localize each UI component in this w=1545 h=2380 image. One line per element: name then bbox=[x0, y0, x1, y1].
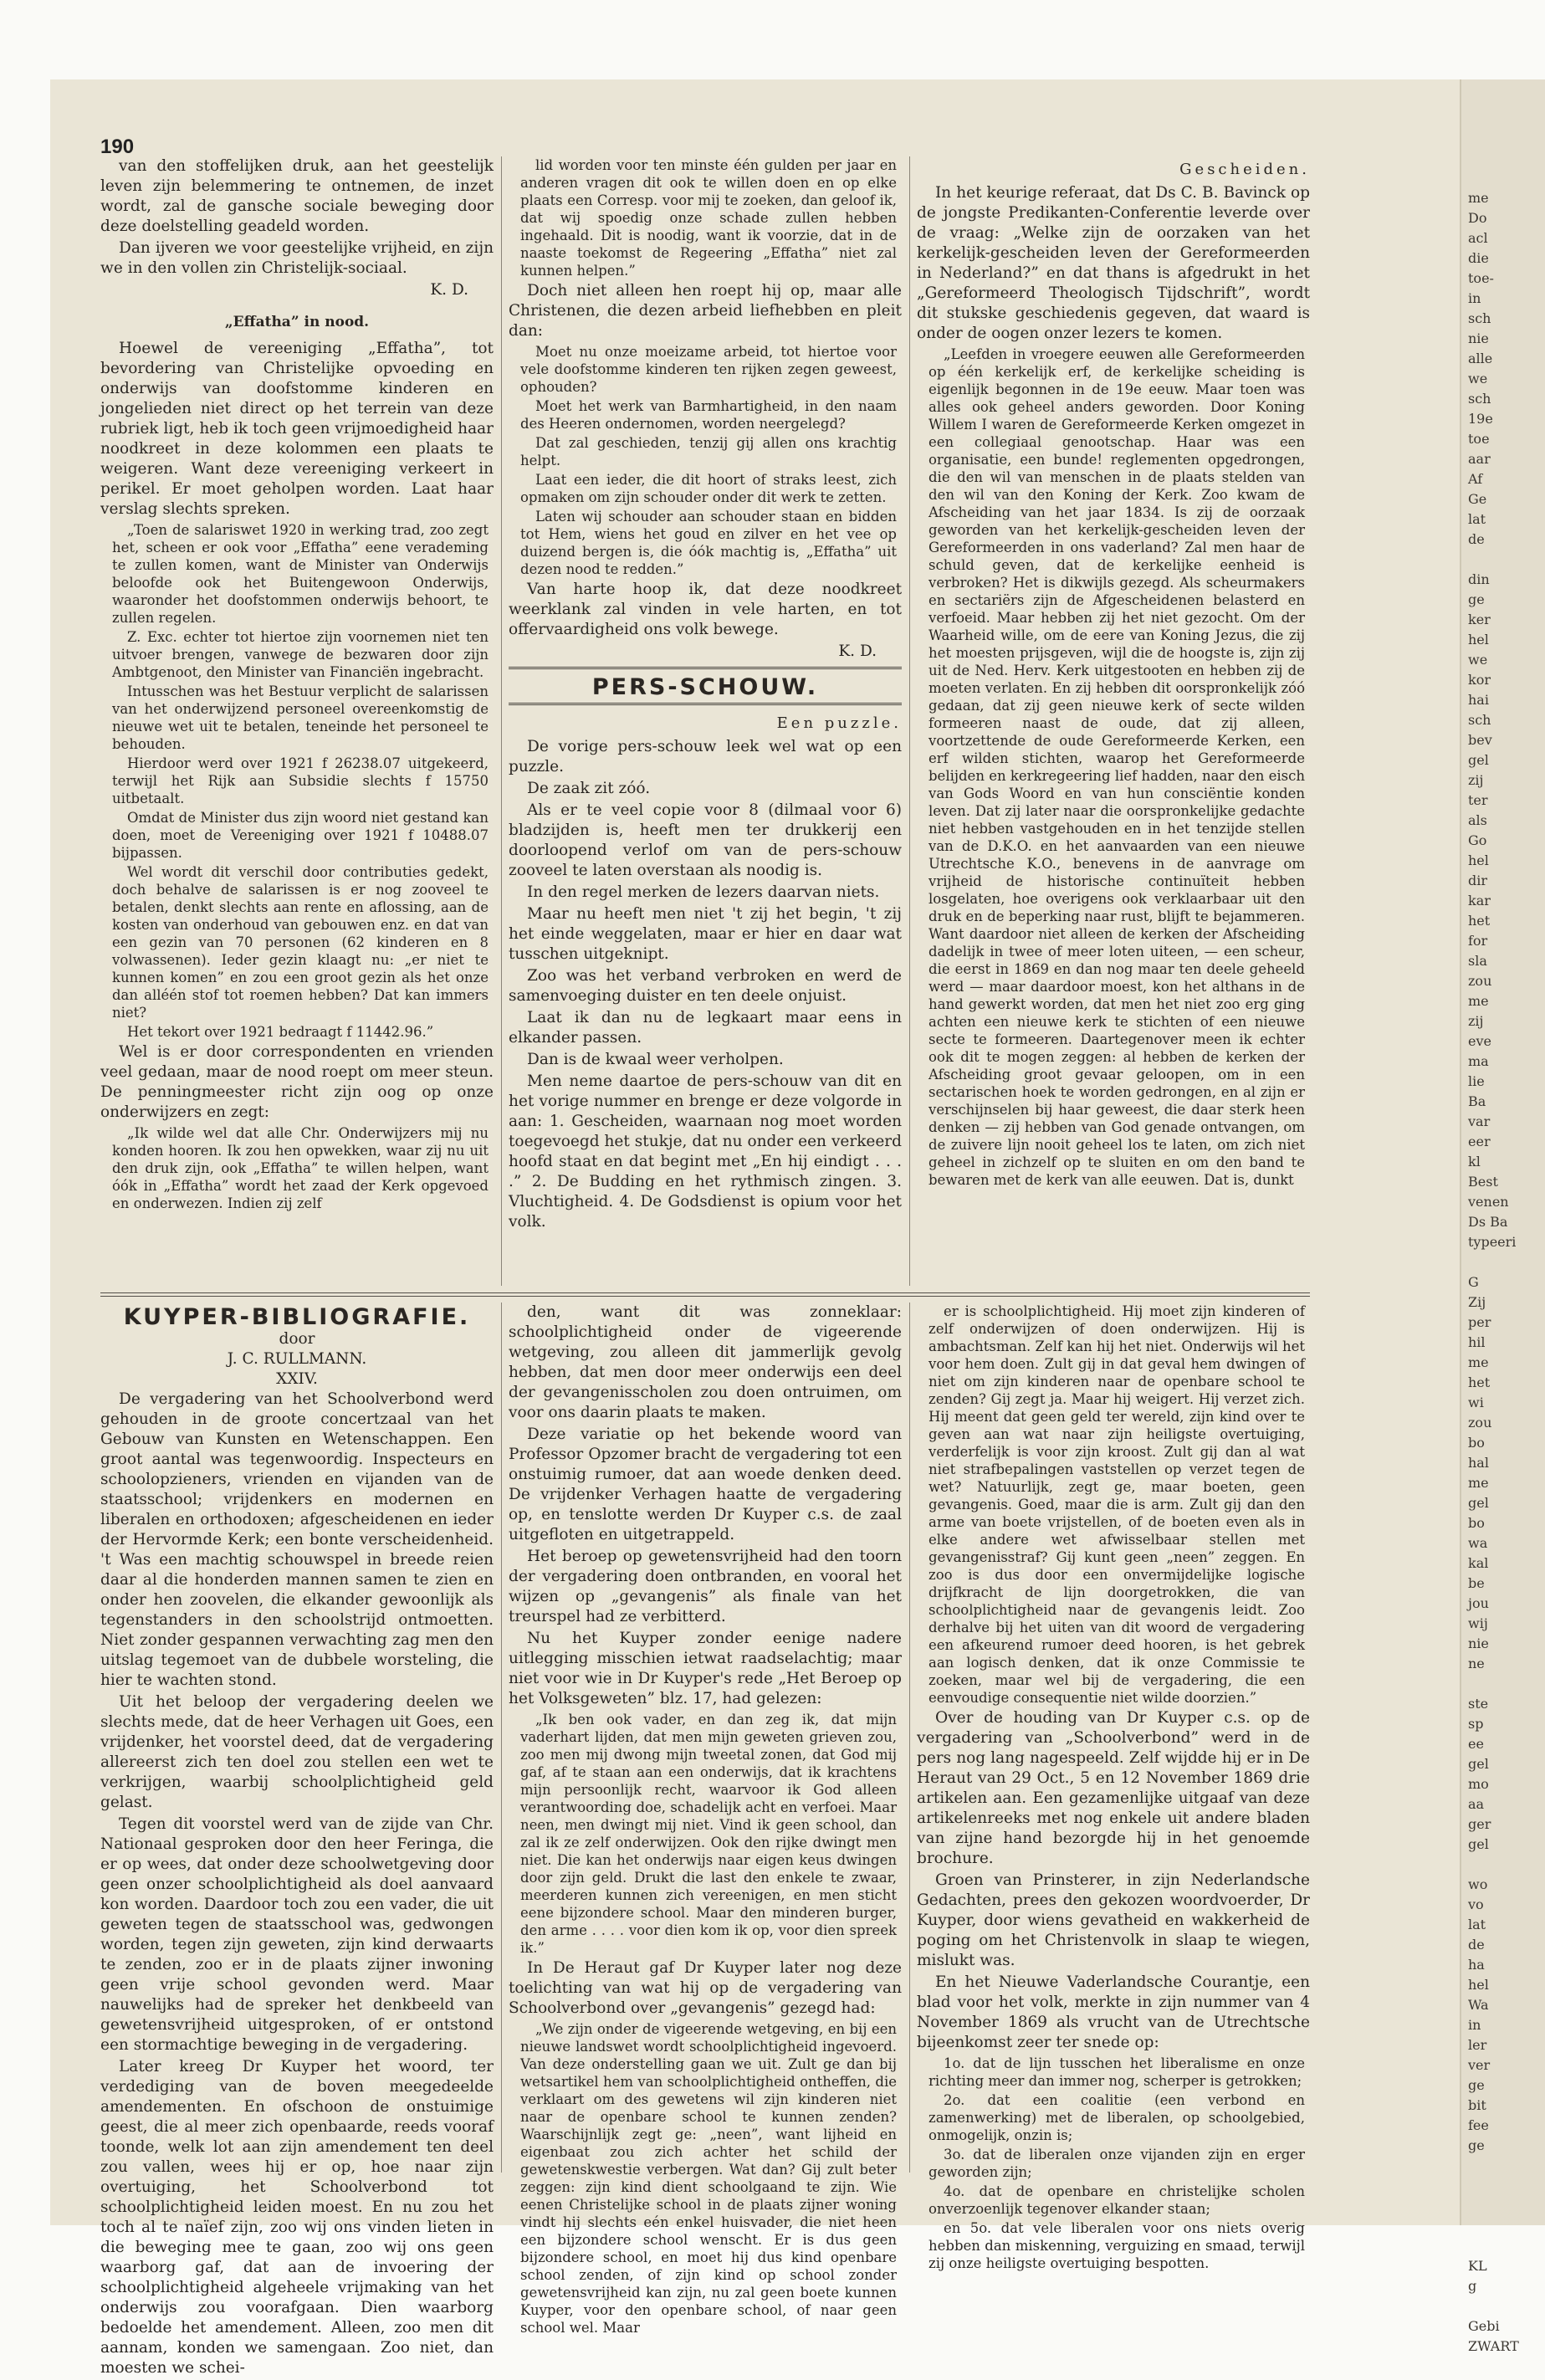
gescheiden-text bbox=[917, 183, 1310, 344]
intro-text bbox=[100, 156, 494, 279]
strip-line: de bbox=[1468, 531, 1485, 547]
kuyper-quote-2 bbox=[509, 2020, 902, 2336]
strip-line: kal bbox=[1468, 1555, 1489, 1571]
paragraph: Doch niet alleen hen roept hij op, maar alle Christenen, die dezen arbeid liefhebben en pleit dan: bbox=[509, 282, 902, 340]
strip-line bbox=[1468, 550, 1545, 570]
strip-line: kar bbox=[1468, 893, 1491, 908]
kuyper-author: J. C. RULLMANN. bbox=[227, 1350, 367, 1368]
strip-line: ge bbox=[1468, 591, 1485, 607]
strip-line: for bbox=[1468, 933, 1488, 949]
strip-line: zij bbox=[1468, 772, 1484, 788]
gescheiden-heading: Gescheiden. bbox=[1179, 161, 1310, 178]
strip-line: gel bbox=[1468, 1756, 1489, 1772]
strip-line: sla bbox=[1468, 953, 1487, 969]
effatha-quote-4 bbox=[509, 343, 902, 578]
strip-line: hal bbox=[1468, 1455, 1489, 1471]
strip-line: ler bbox=[1468, 2037, 1487, 2053]
paragraph: Laat ik dan nu de legkaart maar eens in elkander passen. bbox=[509, 1009, 902, 1047]
strip-line: Do bbox=[1468, 210, 1487, 226]
strip-line: sch bbox=[1468, 712, 1491, 728]
strip-line: jou bbox=[1468, 1595, 1489, 1611]
strip-line: mo bbox=[1468, 1776, 1489, 1792]
strip-line: gel bbox=[1468, 1836, 1489, 1852]
strip-line: ee bbox=[1468, 1736, 1484, 1752]
paragraph: Z. Exc. echter tot hiertoe zijn voornemen niet ten uitvoer brengen, vanwege de bezwaren door zijn Ambtgenoot, den Minister van Financiën ingebracht. bbox=[112, 629, 489, 680]
effatha-quote-2 bbox=[100, 1124, 494, 1212]
paragraph: In het keurige referaat, dat Ds C. B. Bavinck op de jongste Predikanten-Conferentie leverde over de vraag: „Welke zijn de oorzaken van het kerkelijk-gescheiden leven der Gereformeerden in Nederland?” en dat thans is afgedrukt in het „Gereformeerd Theologisch Tijdschrift”, wordt dit stukske geschiedenis gegeven, dat waard is onder de oogen onzer lezers te komen. bbox=[917, 184, 1310, 342]
strip-line: Gebi bbox=[1468, 2318, 1500, 2334]
strip-line: wo bbox=[1468, 1876, 1488, 1892]
kuyper-list bbox=[917, 2055, 1310, 2272]
strip-line: typeeri bbox=[1468, 1234, 1517, 1250]
strip-line: hil bbox=[1468, 1334, 1486, 1350]
strip-line bbox=[1468, 1855, 1545, 1875]
strip-line: als bbox=[1468, 812, 1487, 828]
strip-line: g bbox=[1468, 2278, 1477, 2294]
paragraph: Groen van Prinsterer, in zijn Nederlandsche Gedachten, prees den gekozen woordvoerder, Dr Kuyper, door wiens gevatheid en wakkerheid de poging om het Christenvolk in slaap te wiegen, mislukt was. bbox=[917, 1871, 1310, 1969]
strip-line: in bbox=[1468, 2017, 1481, 2033]
strip-line: aar bbox=[1468, 451, 1491, 467]
paragraph: 4o. dat de openbare en christelijke scholen onverzoenlijk tegenover elkander staan; bbox=[929, 2183, 1305, 2217]
paragraph: Hoewel de vereeniging „Effatha”, tot bevordering van Christelijke opvoeding en onderwijs van doofstomme kinderen en jongelieden niet direct op het terrein van deze rubriek ligt, heb ik toch geen vrijmoedigheid haar noodkreet in deze kolommen een plaats te weigeren. Want deze vereeniging verkeert in perikel. Er moet geholpen worden. Laat haar verslag slechts spreken. bbox=[100, 340, 494, 518]
section-divider bbox=[100, 1292, 1310, 1297]
strip-line: zij bbox=[1468, 1013, 1484, 1029]
paragraph: Dan is de kwaal weer verholpen. bbox=[527, 1051, 784, 1068]
signature-2: K. D. bbox=[838, 642, 877, 660]
paragraph: De zaak zit zóó. bbox=[527, 780, 651, 797]
column-rule bbox=[909, 156, 910, 1286]
kuyper-text-2b bbox=[509, 1958, 902, 2019]
strip-line: hel bbox=[1468, 852, 1489, 868]
paragraph: „Ik wilde wel dat alle Chr. Onderwijzers mij nu konden hooren. Ik zou hen opwekken, waar zij nu uit den druk zijn, ook „Effatha” te willen helpen, want óók in „Effatha” wordt het zaad der Kerk opgevoed en onderwezen. Indien zij zelf bbox=[112, 1125, 489, 1211]
paragraph: lid worden voor ten minste één gulden per jaar en anderen vragen dit ook te willen doen en op elke plaats een Corresp. voor mij te zoeken, dan geloof ik, dat wij spoedig onze schade zullen hebben ingehaald. Dit is noodig, want ik voorzie, dat in de naaste toekomst de Regeering „Effatha” niet zal kunnen helpen.” bbox=[520, 157, 897, 279]
paragraph: Uit het beloop der vergadering deelen we slechts mede, dat de heer Verhagen uit Goes, een vrijdenker, het voorstel deed, dat de vergadering allereerst zich ten doel zou stellen een wet te verkrijgen, waarbij schoolplichtigheid geld gelast. bbox=[100, 1693, 494, 1811]
column-rule bbox=[501, 1303, 502, 2173]
strip-line: de bbox=[1468, 1937, 1485, 1953]
paragraph: „Toen de salariswet 1920 in werking trad, zoo zegt het, scheen er ook voor „Effatha” eene verademing te zullen komen, want de Minister van Onderwijs beloofde ook het Buitengewoon Onderwijs, waaronder het doofstommen onderwijs behoort, te zullen regelen. bbox=[112, 522, 489, 626]
strip-line: gel bbox=[1468, 752, 1489, 768]
paragraph: Hierdoor werd over 1921 f 26238.07 uitgekeerd, terwijl het Rijk aan Subsidie slechts f 15750 uitbetaalt. bbox=[112, 755, 489, 806]
strip-line: het bbox=[1468, 1374, 1491, 1390]
paragraph: Moet het werk van Barmhartigheid, in den naam des Heeren ondernomen, worden neergelegd? bbox=[520, 398, 897, 432]
effatha-heading: „Effatha” in nood. bbox=[224, 314, 370, 330]
paragraph: Tegen dit voorstel werd van de zijde van Chr. Nationaal gesproken door den heer Feringa, die er op wees, dat onder deze schoolwetgeving door geen onzer schoolplichtigheid als doel aanvaard kon worden. Daardoor toch zou een vader, die uit geweten tegen de staatsschool was, gedwongen worden, tegen zijn geweten, zijn kind derwaarts te zenden, zoo er in de plaats zijner inwoning geen vrije school gevonden werd. Maar nauwelijks had de spreker het denkbeeld van gewetensvrijheid uitgesproken, of er ontstond een stormachtige beweging in de vergadering. bbox=[100, 1815, 494, 2054]
strip-line: bo bbox=[1468, 1435, 1485, 1451]
column-2-top bbox=[509, 156, 902, 1234]
strip-line bbox=[1468, 1674, 1545, 1694]
strip-line: bo bbox=[1468, 1515, 1485, 1531]
strip-line: Ba bbox=[1468, 1093, 1486, 1109]
strip-line: wi bbox=[1468, 1395, 1484, 1410]
effatha-text bbox=[100, 339, 494, 520]
effatha-quote bbox=[100, 521, 494, 1041]
column-3-top bbox=[917, 156, 1310, 1190]
divider bbox=[509, 667, 902, 669]
strip-line: vo bbox=[1468, 1896, 1484, 1912]
column-3-bottom bbox=[917, 1303, 1310, 2274]
gescheiden-quote bbox=[917, 345, 1310, 1189]
column-rule bbox=[909, 1303, 910, 2173]
paragraph: „We zijn onder de vigeerende wetgeving, en bij een nieuwe landswet wordt schoolplichtigheid ingevoerd. Van deze onderstelling gaan we uit. Zult ge dan bij wetsartikel hem van schoolplichtigheid ontheffen, die verklaart om des gewetens wil zijn kinderen niet naar de openbare school te kunnen zenden? Waarschijnlijk zegt ge: „neen”, want lijheid en eigenbaat zou zich achter het schild der gewetenskwestie verbergen. Wat dan? Gij zult beter zeggen: zijn kind dient schoolgaand te zijn. Wie eenen Christelijke school in de plaats zijner woning vindt hij slechts eén enkel huisvader, die niet heen een bijzondere school wenscht. Er is dus geen bijzondere school, en moet hij dus kind openbare school zenden, of zijn kind op school zonder gewetensvrijheid kan zijn, nu zal geen boete kunnen Kuyper, voor den openbare school, of naar geen school wel. Maar bbox=[520, 2021, 897, 2336]
strip-line: we bbox=[1468, 371, 1488, 386]
paragraph: 1o. dat de lijn tusschen het liberalisme en onze richting meer dan immer nog, scherper is getrokken; bbox=[929, 2055, 1305, 2089]
strip-line: die bbox=[1468, 250, 1489, 266]
strip-line: kl bbox=[1468, 1154, 1481, 1170]
paragraph: Nu het Kuyper zonder eenige nadere uitlegging misschien ietwat raadselachtig; maar niet voor wie in Dr Kuyper's rede „Het Beroep op het Volksgeweten” blz. 17, had gelezen: bbox=[509, 1630, 902, 1707]
adjacent-page-strip bbox=[1460, 79, 1545, 2354]
effatha-closing bbox=[509, 580, 902, 640]
strip-line: me bbox=[1468, 1475, 1489, 1491]
signature: K. D. bbox=[430, 281, 468, 299]
paragraph: en 5o. dat vele liberalen voor ons niets overig hebben dan miskenning, verguizing en smaad, terwijl zij onze heiligste overtuiging bespotten. bbox=[929, 2220, 1305, 2271]
paragraph: 2o. dat een coalitie (een verbond en zamenwerking) met de liberalen, op schoolgebied, onmogelijk, onzin is; bbox=[929, 2092, 1305, 2143]
strip-line: Go bbox=[1468, 832, 1487, 848]
paragraph: Laten wij schouder aan schouder staan en bidden tot Hem, wiens het goud en zilver en het vee op duizend bergen is, die óók machtig is, „Effatha” uit dezen nood te redden.” bbox=[520, 509, 897, 577]
paragraph: „Ik ben ook vader, en dan zeg ik, dat mijn vaderhart lijden, dat men mijn geweten grieven zou, zoo men mij dwong mijn tweetal zonen, dat God mij gaf, af te staan aan een onderwijs, dat ik krachtens mijn persoonlijk recht, waarvoor ik God alleen verantwoording doe, schadelijk acht en verfoei. Maar neen, men dwingt mij niet. Vind ik geen school, dan zal ik ze zelf onderwijzen. Ook den rijke dwingt men niet. Die kan het onderwijs naar eigen keus dwingen door zijn geld. Drukt die last den enkele te zwaar, meerderen kunnen zich vereenigen, en men sticht eene bijzondere school. Maar den minderen burger, den arme . . . . voor dien kom ik op, voor dien spreek ik.” bbox=[520, 1712, 897, 1956]
strip-line: sch bbox=[1468, 310, 1491, 326]
strip-line: wij bbox=[1468, 1615, 1488, 1631]
paragraph: „Leefden in vroegere eeuwen alle Gereformeerden op één kerkelijk erf, de kerkelijke scheiding is eigenlijk begonnen in de 19e eeuw. Maar toen was alles ook geheel anders geworden. Door Koning Willem I waren de Gereformeerde Kerken omgezet in een collegiaal genootschap. Haar was een organisatie, een bunde! reglementen opgedrongen, die den wil van menschen in de plaats stelden van den wil van den Koning der Kerk. Zoo kwam de Afscheiding van het jaar 1834. Is zij de oorzaak geworden van het kerkelijk-gescheiden leven der Gereformeerden in ons vaderland? Zal men haar de schuld geven, dat de kerkelijke eenheid is verbroken? Het is dikwijls gezegd. Als scheurmakers en sectariërs zijn de Afgescheidenen belasterd en verfoeid. Maar hebben zij het niet gezocht. Om der Waarheid wille, om de eere van Koning Jezus, die zij het moesten prijsgeven, wijl die de hoogste is, zijn zij uit de Ned. Herv. Kerk uitgestooten en hebben zij de moeten verlaten. En zij hebben dit oorspronkelijk zóó gedaan, dat zij geen nieuwe kerk of secte wilden formeeren naast de oude, dat zij alleen, voortzettende de oude Gereformeerde Kerken, een erf wilden stichten, waarop het Gereformeerde belijden en kerkregeering lief hadden, naar den eisch van Gods Woord en van hun consciëntie konden leven. Dat zij later naar die oorspronkelijke gedachte niet hebben vastgehouden en in het tenzijde stellen van de D.K.O. en het aanvaarden van een nieuwe Utrechtsche K.O., benevens in de aanvrage om vrijheid de historische continuïteit hebben losgelaten, hoe overigens ook verklaarbaar uit den druk en de beperking naar rust, blijft te bejammeren. Want daardoor niet alleen de kerken der Afscheiding dadelijk in twee of meer loten uiteen, — een scheur, die eerst in 1869 en dan nog maar ten deele geheeld werd — maar daardoor moest, kon het althans in de hand gewerkt worden, dat men het niet zoo erg ging achten een nieuwe kerk te stichten of een nieuwe secte te formeeren. Daartegenover meen ik echter ook dit te mogen zeggen: al hebben de kerken der Afscheiding groot gevaar geloopen, om in een sectarischen hoek te worden gedrongen, en al zijn er verschijnselen bij haar geweest, die daar sterk heen denken — zij hebben van God genade ontvangen, om de zuivere lijn nooit geheel los te laten, om zich niet geheel in zichzelf op te sluiten en om den band te bewaren met de kerk van alle eeuwen. Dat is, dunkt bbox=[929, 346, 1305, 1188]
strip-line: nie bbox=[1468, 1635, 1489, 1651]
strip-line: Af bbox=[1468, 471, 1483, 487]
divider bbox=[509, 703, 902, 705]
strip-line bbox=[1468, 2236, 1545, 2256]
paragraph: van den stoffelijken druk, aan het geestelijk leven zijn belemmering te ontnemen, de inzet wordt, zal de gansche sociale beweging door deze doelstelling geadeld worden. bbox=[100, 157, 494, 235]
paragraph: Men neme daartoe de pers-schouw van dit en het vorige nummer en brenge er deze volgorde in aan: 1. Gescheiden, waarnaan nog moet worden toegevoegd het stukje, dat nu onder een verkeerd hoofd staat en dat begint met „En hij eindigt . . . .” 2. De Budding en het rythmisch zingen. 3. Vluchtigheid. 4. De Godsdienst is opium voor het volk. bbox=[509, 1072, 902, 1231]
paragraph: Maar nu heeft men niet 't zij het begin, 't zij het einde weggelaten, maar er hier en daar wat tusschen uitgeknipt. bbox=[509, 905, 902, 963]
strip-line: eer bbox=[1468, 1134, 1491, 1149]
strip-line: toe- bbox=[1468, 270, 1494, 286]
kuyper-door: door bbox=[279, 1330, 315, 1348]
strip-line: sp bbox=[1468, 1716, 1484, 1732]
strip-line: ter bbox=[1468, 792, 1488, 808]
effatha-quote-3 bbox=[509, 156, 902, 279]
page-number: 190 bbox=[100, 136, 135, 158]
column-1-bottom bbox=[100, 1303, 494, 2380]
strip-line: het bbox=[1468, 913, 1491, 929]
strip-line: sch bbox=[1468, 391, 1491, 407]
strip-line: ZWART bbox=[1468, 2338, 1519, 2354]
strip-line: me bbox=[1468, 1354, 1489, 1370]
strip-line: Wa bbox=[1468, 1997, 1489, 2013]
paragraph: Omdat de Minister dus zijn woord niet gestand kan doen, moet de Vereeniging over 1921 f 10488.07 bijpassen. bbox=[112, 810, 489, 861]
kuyper-number: XXIV. bbox=[276, 1370, 318, 1388]
strip-line: Best bbox=[1468, 1174, 1498, 1190]
strip-line: ge bbox=[1468, 2077, 1485, 2093]
strip-line: nie bbox=[1468, 330, 1489, 346]
paragraph: Wel wordt dit verschil door contributies gedekt, doch behalve de salarissen is er nog zooveel te betalen, denkt slechts aan rente en aflossing, aan de kosten van onderhoud van gebouwen enz. en dat van een gezin van 70 personen (62 kinderen en 8 volwassenen). Ieder gezin klaagt nu: „er niet te kunnen komen” en zou een groot gezin als het onze dan alléén stof tot roemen hebben? Dat kan immers niet? bbox=[112, 864, 489, 1021]
strip-line: me bbox=[1468, 993, 1489, 1009]
column-rule bbox=[501, 156, 502, 1286]
strip-line: ver bbox=[1468, 2057, 1491, 2073]
kuyper-text-3 bbox=[917, 1708, 1310, 2053]
strip-line: toe bbox=[1468, 431, 1490, 447]
strip-line: Zij bbox=[1468, 1294, 1486, 1310]
strip-line: be bbox=[1468, 1575, 1485, 1591]
strip-line: hai bbox=[1468, 692, 1489, 708]
paragraph: De vorige pers-schouw leek wel wat op een puzzle. bbox=[509, 738, 902, 775]
paragraph: Over de houding van Dr Kuyper c.s. op de vergadering van „Schoolverbond” werd in de pers nog lang nagespeeld. Zelf wijdde hij er in De Heraut van 29 Oct., 5 en 12 November 1869 drie artikelen aan. Een gezamenlijke uitgaaf van deze artikelenreeks met nog enkele uit andere bladen van zijne hand bezorgde hij in het genoemde brochure. bbox=[917, 1709, 1310, 1867]
strip-line: me bbox=[1468, 190, 1489, 206]
column-2-bottom bbox=[509, 1303, 902, 2338]
effatha-text-2 bbox=[509, 281, 902, 341]
paragraph: Moet nu onze moeizame arbeid, tot hiertoe voor vele doofstomme kinderen ten rijken zegen geweest, ophouden? bbox=[520, 344, 897, 395]
strip-line bbox=[1468, 2176, 1545, 2196]
kuyper-text-2 bbox=[509, 1303, 902, 1709]
paragraph: Later kreeg Dr Kuyper het woord, ter verdediging van de boven meegedeelde amendementen. En ofschoon de onstuimige geest, die al meer zich openbaarde, reeds vooraf toonde, welk lot aan zijn amendement ten deel zou vallen, wees hij er op, hoe naar zijn overtuiging, het Schoolverbond tot schoolplichtigheid leiden moest. En nu zou het toch al te naïef zijn, zoo wij ons vinden lieten in die beweging mee te gaan, zoo wij ons geen waarborg gaf, dat aan de invoering der schoolplichtigheid algeheele vrijmaking van het onderwijs zou voorafgaan. Dien waarborg bedoelde het amendement. Alleen, zoo men dit aannam, konden we samengaan. Zoo niet, dan moesten we schei- bbox=[100, 2058, 494, 2377]
effatha-after bbox=[100, 1042, 494, 1123]
strip-line: fee bbox=[1468, 2117, 1489, 2133]
strip-line: ste bbox=[1468, 1696, 1489, 1712]
strip-line: lie bbox=[1468, 1073, 1485, 1089]
newspaper-page bbox=[50, 79, 1460, 2377]
strip-line: hel bbox=[1468, 1977, 1489, 1993]
paragraph: En het Nieuwe Vaderlandsche Courantje, een blad voor het volk, merkte in zijn nummer van 4 November 1869 als vrucht van de Utrechtsche bijeenkomst zeer ter snede op: bbox=[917, 1973, 1310, 2051]
strip-line bbox=[1468, 2296, 1545, 2316]
strip-line: eve bbox=[1468, 1033, 1491, 1049]
strip-line: var bbox=[1468, 1113, 1491, 1129]
paragraph: 3o. dat de liberalen onze vijanden zijn en erger geworden zijn; bbox=[929, 2147, 1305, 2180]
strip-line: we bbox=[1468, 652, 1488, 668]
paragraph: Zoo was het verband verbroken en werd de samenvoeging duister en ten deele onjuist. bbox=[509, 967, 902, 1005]
kuyper-text-1 bbox=[100, 1390, 494, 2378]
strip-line: per bbox=[1468, 1314, 1491, 1330]
column-1-top bbox=[100, 156, 494, 1214]
puzzle-heading: Een puzzle. bbox=[776, 714, 902, 732]
paragraph: Intusschen was het Bestuur verplicht de salarissen van het onderwijzend personeel overeenkomstig de nieuwe wet uit te betalen, teneinde het personeel te behouden. bbox=[112, 683, 489, 752]
strip-line bbox=[1468, 2216, 1545, 2236]
paragraph: In De Heraut gaf Dr Kuyper later nog deze toelichting van wat hij op de vergadering van Schoolverbond over „gevangenis” gezegd had: bbox=[509, 1959, 902, 2017]
strip-line: zou bbox=[1468, 973, 1492, 989]
strip-line: ger bbox=[1468, 1816, 1491, 1832]
strip-line bbox=[1468, 2196, 1545, 2216]
strip-line: aa bbox=[1468, 1796, 1485, 1812]
strip-line: bev bbox=[1468, 732, 1492, 748]
strip-line: bit bbox=[1468, 2097, 1486, 2113]
paragraph: Dat zal geschieden, tenzij gij allen ons krachtig helpt. bbox=[520, 435, 897, 468]
paragraph: De vergadering van het Schoolverbond werd gehouden in de groote concertzaal van het Gebouw van Kunsten en Wetenschappen. Een groot aantal was tegenwoordig. Inspecteurs en schoolopzieners, vrienden en vijanden van de staatsschool; vrijdenkers en modernen en liberalen en orthodoxen; afgescheidenen en ieder der Hervormde Kerk; een bonte verscheidenheid. 't Was een machtig schouwspel in breede reien daar al die honderden mannen samen te zien en onder hen zoovelen, die elkander gewoonlijk als tegenstanders in den schoolstrijd ontmoetten. Niet zonder gespannen verwachting zag men den uitslag tegemoet van de dubbele worsteling, die hier te wachten stond. bbox=[100, 1390, 494, 1689]
pers-schouw-text bbox=[509, 737, 902, 1232]
paragraph: Van harte hoop ik, dat deze noodkreet weerklank zal vinden in vele harten, en tot offervaardigheid ons volk bewege. bbox=[509, 581, 902, 638]
paragraph: Wel is er door correspondenten en vrienden veel gedaan, maar de nood roept om meer steun. De penningmeester richt zijn oog op onze onderwijzers en zegt: bbox=[100, 1043, 494, 1121]
paragraph: Het beroep op gewetensvrijheid had den toorn der vergadering doen ontbranden, en vooral het wijzen op „gevangenis” als finale van het treurspel had ze verbitterd. bbox=[509, 1548, 902, 1625]
strip-text bbox=[1461, 79, 1545, 2357]
kuyper-heading: KUYPER-BIBLIOGRAFIE. bbox=[123, 1304, 471, 1330]
strip-line bbox=[1468, 2156, 1545, 2176]
paragraph: Het tekort over 1921 bedraagt f 11442.96.” bbox=[127, 1024, 434, 1040]
strip-line: din bbox=[1468, 571, 1490, 587]
strip-line: gel bbox=[1468, 1495, 1489, 1511]
strip-line: ne bbox=[1468, 1656, 1485, 1671]
strip-line: alle bbox=[1468, 351, 1493, 366]
paragraph: In den regel merken de lezers daarvan niets. bbox=[527, 883, 880, 901]
paragraph: Dan ijveren we voor geestelijke vrijheid, en zijn we in den vollen zin Christelijk-sociaal. bbox=[100, 239, 494, 277]
kuyper-quote-1 bbox=[509, 1711, 902, 1957]
strip-line: acl bbox=[1468, 230, 1488, 246]
strip-line: Ge bbox=[1468, 491, 1487, 507]
strip-line bbox=[1468, 1252, 1545, 1272]
paragraph: Laat een ieder, die dit hoort of straks leest, zich opmaken om zijn schouder onder dit werk te zetten. bbox=[520, 472, 897, 505]
pers-schouw-heading: PERS-SCHOUW. bbox=[591, 674, 819, 700]
strip-line: G bbox=[1468, 1274, 1479, 1290]
strip-line: venen bbox=[1468, 1194, 1509, 1210]
strip-line: dir bbox=[1468, 873, 1488, 888]
strip-line: zou bbox=[1468, 1415, 1492, 1431]
strip-line: lat bbox=[1468, 1917, 1486, 1932]
strip-line: ge bbox=[1468, 2137, 1485, 2153]
strip-line: ker bbox=[1468, 612, 1491, 627]
paragraph: er is schoolplichtigheid. Hij moet zijn kinderen of zelf onderwijzen of doen onderwijzen. Hij is ambachtsman. Zelf kan hij het niet. Onderwijs wil het voor hem doen. Zult gij in dat geval hem dwingen of niet om zijn kinderen naar de openbare school te zenden? Gij zegt ja. Maar hij weigert. Hij verzet zich. Hij meent dat geen geld ter wereld, zijn kind over te geven aan wat naar zijn heiligste overtuiging, verderfelijk is voor zijn kroost. Zult gij dan al wat niet strafbepalingen vaststellen op verzet tegen de wet? Natuurlijk, zegt ge, maar boeten, geen gevangenis. Goed, maar die is arm. Zult gij dan den arme van boete vrijstellen, of de boeten even als in elke andere wet afwisselbaar stellen met gevangenisstraf? Gij kunt geen „neen” zeggen. En zoo is dus door een onvermijdelijke logische drijfkracht de lijn doorgetrokken, die van schoolplichtigheid naar de gevangenis leidt. Zoo derhalve bij het uiten van dit woord de vergadering een afkeurend rumoer deed hooren, is het gebrek aan logisch denken, dat ik onze Commissie te zoeken, maar wel bij de vergadering, die een eenvoudige consequentie niet wilde doorzien.” bbox=[929, 1303, 1305, 1706]
strip-line: kor bbox=[1468, 672, 1491, 688]
paragraph: den, want dit was zonneklaar: schoolplichtigheid onder de vigeerende wetgeving, zou alleen dit jammerlijk gevolg hebben, dat men door meer onderwijs een deel der gevangenisscholen zou doen ontruimen, om voor ons daarin plaats te maken. bbox=[509, 1303, 902, 1421]
paragraph: Deze variatie op het bekende woord van Professor Opzomer bracht de vergadering tot een onstuimig rumoer, dat aan woede denken deed. De vrijdenker Verhagen haatte de vergadering op, en tenslotte werden Dr Kuyper c.s. de zaal uitgefloten en uitgetrappeld. bbox=[509, 1425, 902, 1543]
strip-line: lat bbox=[1468, 511, 1486, 527]
paragraph: Als er te veel copie voor 8 (dilmaal voor 6) bladzijden is, heeft men ter drukkerij een doorloopend verlof om van de pers-schouw zooveel te laten overstaan als noodig is. bbox=[509, 801, 902, 879]
strip-line: 19e bbox=[1468, 411, 1493, 427]
strip-line: wa bbox=[1468, 1535, 1488, 1551]
strip-line: hel bbox=[1468, 632, 1489, 647]
strip-line: ma bbox=[1468, 1053, 1489, 1069]
strip-line: in bbox=[1468, 290, 1481, 306]
kuyper-quote-3 bbox=[917, 1303, 1310, 1707]
strip-line: KL bbox=[1468, 2258, 1487, 2274]
strip-line: Ds Ba bbox=[1468, 1214, 1508, 1230]
strip-line: ha bbox=[1468, 1957, 1485, 1973]
